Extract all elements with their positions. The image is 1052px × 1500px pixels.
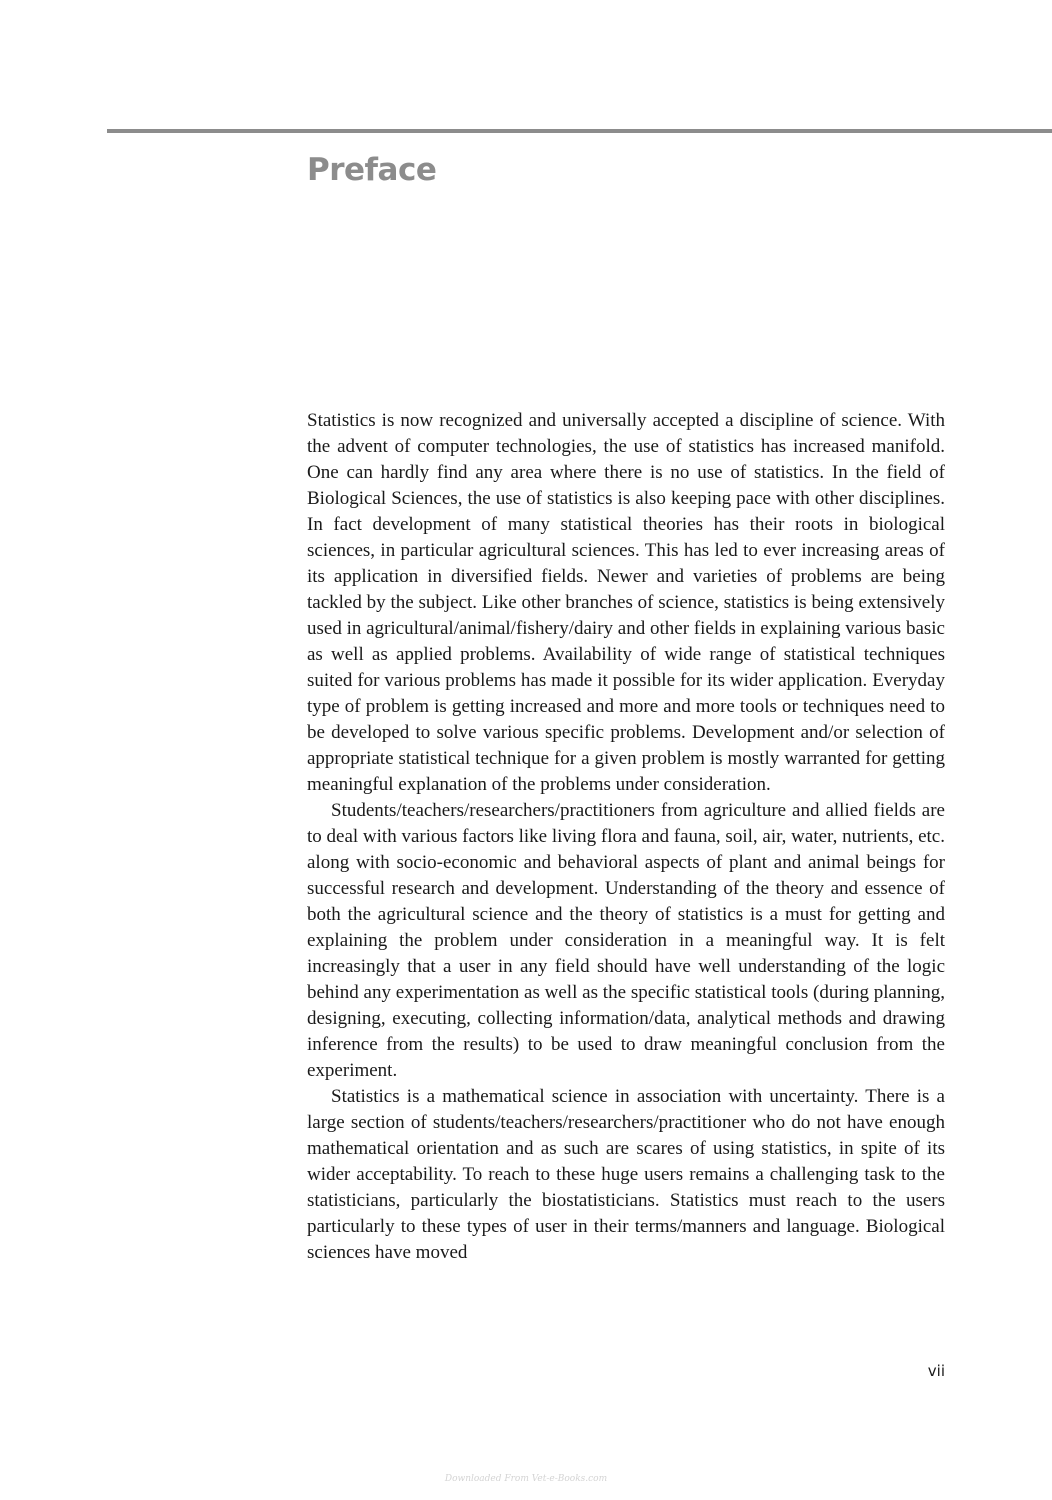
page-number: vii (927, 1362, 945, 1380)
paragraph-1: Statistics is now recognized and universally accepted a discipline of science. With the advent of computer technologies, the use of statistics has increased manifold. One can hardly find any area where there is no use of statistics. In the field of Biological Sciences, the use of statistics is also keeping pace with other disciplines. In fact development of many statistical theories has their roots in biological sciences, in particular agricultural sciences. This has led to ever increasing areas of its application in diversified fields. Newer and varieties of problems are being tackled by the subject. Like other branches of science, statistics is being extensively used in agricultural/animal/fishery/​dairy and other fields in explaining various basic as well as applied problems. Availability of wide range of statistical techniques suited for various problems has made it possible for its wider application. Everyday type of problem is getting increased and more and more tools or techniques need to be developed to solve various specific problems. Development and/or selection of appropriate statistical technique for a given problem is mostly warranted for getting meaningful explanation of the problems under consideration. (307, 410, 945, 795)
chapter-title: Preface (307, 152, 437, 188)
header-rule (107, 129, 1052, 133)
paragraph-2: Students/teachers/researchers/practitioners from agriculture and allied fields are to deal with various factors like living flora and fauna, soil, air, water, nutrients, etc. along with socio-economic and behavioral aspects of plant and animal beings for successful research and development. Understanding of the theory and essence of both the agricultural science and the theory of statistics is a must for getting and explaining the problem under consideration in a meaningful way. It is felt increasingly that a user in any field should have well understanding of the logic behind any experimentation as well as the specific statistical tools (during planning, designing, executing, collecting information/data, analytical methods and drawing inference from the results) to be used to draw meaningful conclusion from the experiment. (307, 800, 945, 1081)
preface-body (307, 408, 945, 1266)
paragraph-3: Statistics is a mathematical science in association with uncertainty. There is a large section of students/teachers/researchers/practitioner who do not have enough mathematical orientation and as such are scares of using statistics, in spite of its wider acceptability. To reach to these huge users remains a challenging task to the statisticians, particularly the biostatisticians. Statistics must reach to the users particularly to these types of user in their terms/manners and language. Biological sciences have moved (307, 1086, 945, 1263)
download-watermark: Downloaded From Vet-e-Books.com (444, 1474, 608, 1484)
